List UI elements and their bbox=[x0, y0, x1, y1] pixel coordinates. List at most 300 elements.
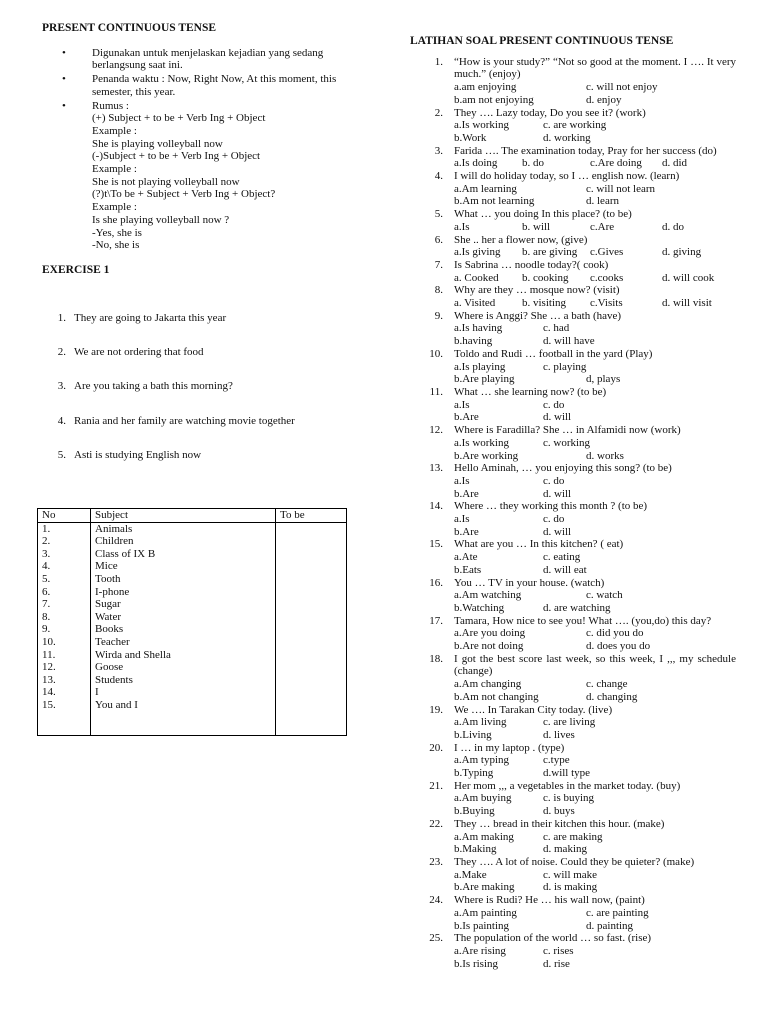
answer-option[interactable]: a.Is working bbox=[454, 436, 509, 449]
table-row bbox=[38, 699, 347, 712]
answer-option[interactable]: b.having bbox=[454, 335, 493, 348]
question-item bbox=[410, 462, 736, 500]
table-row bbox=[38, 636, 347, 649]
question-number: 5. bbox=[434, 208, 443, 221]
question-text: The population of the world … so fast. (rise) bbox=[454, 932, 652, 945]
question-number: 22. bbox=[429, 817, 443, 830]
answer-option[interactable]: b.Is painting bbox=[454, 919, 509, 932]
answer-option[interactable]: d. changing bbox=[586, 690, 638, 703]
answer-option[interactable]: d. painting bbox=[586, 919, 634, 932]
answer-option[interactable]: c. is buying bbox=[543, 792, 595, 805]
answer-option[interactable]: b.Are playing bbox=[454, 373, 515, 386]
option-row bbox=[454, 132, 736, 145]
question-item bbox=[410, 932, 736, 970]
option-row bbox=[454, 831, 736, 844]
answer-option[interactable]: d. lives bbox=[543, 728, 575, 741]
question-text: Where is Rudi? He … his wall now, (paint) bbox=[454, 894, 645, 907]
table-cell-subject: Class of IX B bbox=[91, 548, 276, 561]
table-cell-tobe bbox=[276, 548, 347, 561]
question-number: 14. bbox=[429, 500, 443, 513]
answer-option[interactable]: a.Is having bbox=[454, 322, 503, 335]
table-cell-empty bbox=[91, 712, 276, 736]
question-item bbox=[410, 234, 736, 259]
answer-option[interactable]: d. working bbox=[543, 131, 591, 144]
question-number: 9. bbox=[434, 309, 443, 322]
bullet-line: Example : bbox=[92, 163, 137, 176]
question-text: Where is Anggi? She … a bath (have) bbox=[454, 309, 622, 322]
question-number: 12. bbox=[429, 424, 443, 437]
answer-option[interactable]: a.Am buying bbox=[454, 792, 512, 805]
answer-option[interactable]: b.Eats bbox=[454, 563, 482, 576]
answer-option[interactable]: c. had bbox=[543, 322, 570, 335]
table-row bbox=[38, 611, 347, 624]
table-row bbox=[38, 674, 347, 687]
option-row bbox=[454, 869, 736, 882]
table-cell-no: 9. bbox=[38, 623, 91, 636]
option-row bbox=[454, 399, 736, 412]
answer-option[interactable]: d. will visit bbox=[662, 297, 712, 310]
question-text: What are you … In this kitchen? ( eat) bbox=[454, 538, 624, 551]
answer-option[interactable]: b.Buying bbox=[454, 805, 495, 818]
exercise-item bbox=[42, 449, 201, 462]
question-text: She .. her a flower now, (give) bbox=[454, 233, 588, 246]
question-text: Is Sabrina … noodle today?( cook) bbox=[454, 258, 609, 271]
option-row bbox=[454, 881, 736, 894]
bullet-line: Example : bbox=[92, 201, 137, 214]
right-title: LATIHAN SOAL PRESENT CONTINUOUS TENSE bbox=[410, 35, 674, 47]
option-row bbox=[454, 627, 736, 640]
answer-option[interactable]: d. learn bbox=[586, 195, 619, 208]
option-row bbox=[454, 716, 736, 729]
answer-option[interactable]: c. are living bbox=[543, 716, 596, 729]
question-item bbox=[410, 577, 736, 615]
bullet-line: berlangsung saat ini. bbox=[92, 59, 183, 72]
table-row bbox=[38, 598, 347, 611]
answer-option[interactable]: c. working bbox=[543, 436, 591, 449]
question-item bbox=[410, 56, 736, 107]
option-row bbox=[454, 475, 736, 488]
option-row bbox=[454, 322, 736, 335]
table-row bbox=[38, 560, 347, 573]
table-cell-subject: I-phone bbox=[91, 586, 276, 599]
bullet-line: Rumus : bbox=[92, 99, 129, 112]
table-cell-subject: I bbox=[91, 686, 276, 699]
table-row bbox=[38, 548, 347, 561]
answer-option[interactable]: a.Is bbox=[454, 474, 470, 487]
answer-option[interactable]: c.type bbox=[543, 754, 570, 767]
question-item bbox=[410, 500, 736, 538]
answer-option[interactable]: b.Is rising bbox=[454, 957, 498, 970]
answer-option[interactable]: c. will not enjoy bbox=[586, 81, 658, 94]
answer-option[interactable]: b.Living bbox=[454, 728, 492, 741]
question-item bbox=[410, 107, 736, 145]
question-number: 11. bbox=[429, 385, 443, 398]
table-row bbox=[38, 686, 347, 699]
answer-option[interactable]: c. did you do bbox=[586, 627, 644, 640]
table-cell-tobe bbox=[276, 535, 347, 548]
table-cell-no: 1. bbox=[38, 522, 91, 535]
answer-option[interactable]: d. will bbox=[543, 525, 572, 538]
exercise-text: Are you taking a bath this morning? bbox=[74, 380, 233, 392]
table-cell-no: 6. bbox=[38, 586, 91, 599]
question-item bbox=[410, 615, 736, 653]
exercise-item bbox=[42, 415, 295, 428]
table-cell-empty bbox=[38, 712, 91, 736]
option-row bbox=[454, 678, 736, 691]
answer-option[interactable]: b. cooking bbox=[522, 271, 569, 284]
answer-option[interactable]: b.Watching bbox=[454, 601, 505, 614]
answer-option[interactable]: d.will type bbox=[543, 767, 591, 780]
answer-option[interactable]: a.Are you doing bbox=[454, 627, 526, 640]
table-cell-no: 14. bbox=[38, 686, 91, 699]
question-number: 17. bbox=[429, 614, 443, 627]
question-text: Hello Aminah, … you enjoying this song? (to be) bbox=[454, 462, 672, 475]
answer-option[interactable]: d. will cook bbox=[662, 271, 715, 284]
option-row bbox=[454, 958, 736, 971]
question-number: 1. bbox=[434, 55, 443, 68]
option-row bbox=[454, 691, 736, 704]
question-text: They …. Lazy today, Do you see it? (work) bbox=[454, 106, 646, 119]
answer-option[interactable]: d. did bbox=[662, 157, 688, 170]
option-row bbox=[454, 373, 736, 386]
answer-option[interactable]: c. do bbox=[543, 398, 565, 411]
option-row bbox=[454, 437, 736, 450]
option-row bbox=[454, 157, 736, 170]
question-item bbox=[410, 704, 736, 742]
table-cell-no: 15. bbox=[38, 699, 91, 712]
table-row bbox=[38, 623, 347, 636]
answer-option[interactable]: d. do bbox=[662, 220, 684, 233]
exercise-number: 1. bbox=[57, 312, 66, 324]
question-number: 23. bbox=[429, 856, 443, 868]
option-row bbox=[454, 94, 736, 107]
question-number: 10. bbox=[429, 347, 443, 360]
bullet-line: (?)t\To be + Subject + Verb Ing + Object? bbox=[92, 188, 276, 201]
answer-option[interactable]: d. buys bbox=[543, 805, 575, 818]
answer-option[interactable]: b.Are working bbox=[454, 449, 519, 462]
table-cell-tobe bbox=[276, 674, 347, 687]
table-cell-subject: You and I bbox=[91, 699, 276, 712]
table-cell-tobe bbox=[276, 573, 347, 586]
table-cell-empty bbox=[276, 712, 347, 736]
answer-option[interactable]: a.Make bbox=[454, 868, 487, 881]
answer-option[interactable]: b. will bbox=[522, 220, 551, 233]
answer-option[interactable]: a.Is bbox=[454, 220, 470, 233]
question-number: 8. bbox=[434, 284, 443, 297]
option-row bbox=[454, 513, 736, 526]
answer-option[interactable]: a.Is doing bbox=[454, 157, 498, 170]
option-row bbox=[454, 767, 736, 780]
option-row bbox=[454, 221, 736, 234]
answer-option[interactable]: c. are working bbox=[543, 119, 607, 132]
answer-option[interactable]: a.Am watching bbox=[454, 589, 522, 602]
option-row bbox=[454, 183, 736, 196]
answer-option[interactable]: b.Are making bbox=[454, 881, 515, 894]
table-cell-tobe bbox=[276, 586, 347, 599]
answer-option[interactable]: d. will eat bbox=[543, 563, 587, 576]
answer-option[interactable]: d. will bbox=[543, 487, 572, 500]
table-cell-subject: Teacher bbox=[91, 636, 276, 649]
question-text: Why are they … mosque now? (visit) bbox=[454, 284, 620, 297]
answer-option[interactable]: a.Am living bbox=[454, 716, 507, 729]
bullet-line: Example : bbox=[92, 124, 137, 137]
table-header-row bbox=[38, 509, 347, 523]
answer-option[interactable]: c.Visits bbox=[590, 297, 623, 310]
question-text: Where … they working this month ? (to be) bbox=[454, 500, 648, 513]
option-row bbox=[454, 792, 736, 805]
option-row bbox=[454, 450, 736, 463]
option-row bbox=[454, 335, 736, 348]
answer-option[interactable]: a.Am changing bbox=[454, 678, 522, 691]
col-header-no: No bbox=[38, 509, 91, 523]
option-row bbox=[454, 297, 736, 310]
answer-option[interactable]: a. Cooked bbox=[454, 271, 499, 284]
question-item bbox=[410, 284, 736, 309]
option-row bbox=[454, 361, 736, 374]
answer-option[interactable]: c.Are bbox=[590, 220, 615, 233]
answer-option[interactable]: d. are watching bbox=[543, 601, 611, 614]
option-row bbox=[454, 589, 736, 602]
option-row bbox=[454, 526, 736, 539]
option-row bbox=[454, 564, 736, 577]
question-item bbox=[410, 653, 736, 704]
bullet-line: She is playing volleyball now bbox=[92, 137, 223, 150]
answer-option[interactable]: c. playing bbox=[543, 360, 587, 373]
bullet-line: -Yes, she is bbox=[92, 226, 142, 239]
answer-option[interactable]: c.Gives bbox=[590, 246, 624, 259]
answer-option[interactable]: b. do bbox=[522, 157, 544, 170]
option-row bbox=[454, 640, 736, 653]
table-row bbox=[38, 535, 347, 548]
option-row bbox=[454, 805, 736, 818]
table-cell-subject: Books bbox=[91, 623, 276, 636]
answer-option[interactable]: a.Are rising bbox=[454, 944, 506, 957]
table-row bbox=[38, 586, 347, 599]
answer-option[interactable]: d. giving bbox=[662, 246, 702, 259]
option-row bbox=[454, 119, 736, 132]
exercise-text: We are not ordering that food bbox=[74, 346, 204, 358]
table-cell-tobe bbox=[276, 560, 347, 573]
table-cell-no: 5. bbox=[38, 573, 91, 586]
question-list bbox=[410, 56, 736, 971]
answer-option[interactable]: b.Are bbox=[454, 411, 479, 424]
answer-option[interactable]: c. rises bbox=[543, 944, 574, 957]
table-row bbox=[38, 649, 347, 662]
bullet-dot-icon: • bbox=[62, 73, 66, 86]
table-filler-row bbox=[38, 712, 347, 736]
answer-option[interactable]: a.Ate bbox=[454, 551, 478, 564]
question-item bbox=[410, 538, 736, 576]
bullet-line: (-)Subject + to be + Verb Ing + Object bbox=[92, 150, 261, 163]
table-cell-no: 4. bbox=[38, 560, 91, 573]
question-number: 25. bbox=[429, 932, 443, 945]
question-number: 24. bbox=[429, 894, 443, 907]
option-row bbox=[454, 551, 736, 564]
answer-option[interactable]: d. works bbox=[586, 449, 624, 462]
answer-option[interactable]: d. making bbox=[543, 843, 587, 856]
answer-option[interactable]: c. do bbox=[543, 513, 565, 526]
question-item bbox=[410, 348, 736, 386]
question-item bbox=[410, 780, 736, 818]
bullet-line: Penanda waktu : Now, Right Now, At this moment, this bbox=[92, 73, 337, 86]
question-number: 15. bbox=[429, 538, 443, 551]
answer-option[interactable]: d. enjoy bbox=[586, 93, 622, 106]
col-header-tobe: To be bbox=[276, 509, 347, 523]
table-row bbox=[38, 573, 347, 586]
question-number: 6. bbox=[434, 233, 443, 246]
exercise-number: 3. bbox=[57, 380, 66, 392]
option-row bbox=[454, 843, 736, 856]
explanation-bullets bbox=[42, 47, 372, 252]
exercise-number: 2. bbox=[57, 346, 66, 358]
subject-table bbox=[37, 508, 347, 736]
option-row bbox=[454, 272, 736, 285]
answer-option[interactable]: b.Are bbox=[454, 525, 479, 538]
answer-option[interactable]: d. is making bbox=[543, 881, 598, 894]
answer-option[interactable]: c. are painting bbox=[586, 906, 649, 919]
option-row bbox=[454, 246, 736, 259]
question-text: “How is your study?” “Not so good at the moment. I …. It very much.” (enjoy) bbox=[454, 55, 736, 81]
question-text: Where is Faradilla? She … in Alfamidi now (work) bbox=[454, 424, 681, 437]
question-item bbox=[410, 310, 736, 348]
question-item bbox=[410, 894, 736, 932]
table-cell-tobe bbox=[276, 649, 347, 662]
bullet-line: Digunakan untuk menjelaskan kejadian yang sedang bbox=[92, 46, 324, 59]
answer-option[interactable]: c.cooks bbox=[590, 271, 624, 284]
table-cell-no: 3. bbox=[38, 548, 91, 561]
answer-option[interactable]: c. eating bbox=[543, 551, 581, 564]
question-item bbox=[410, 742, 736, 780]
table-cell-subject: Wirda and Shella bbox=[91, 649, 276, 662]
table-row bbox=[38, 522, 347, 535]
table-row bbox=[38, 661, 347, 674]
question-text: What … she learning now? (to be) bbox=[454, 385, 607, 398]
question-text: They …. A lot of noise. Could they be quieter? (make) bbox=[454, 856, 695, 868]
question-item bbox=[410, 208, 736, 233]
exercise-text: Rania and her family are watching movie together bbox=[74, 415, 295, 427]
question-number: 16. bbox=[429, 576, 443, 589]
answer-option[interactable]: b.Work bbox=[454, 131, 487, 144]
option-row bbox=[454, 907, 736, 920]
question-item bbox=[410, 424, 736, 462]
table-cell-tobe bbox=[276, 522, 347, 535]
question-number: 3. bbox=[434, 144, 443, 157]
option-row bbox=[454, 602, 736, 615]
table-cell-no: 2. bbox=[38, 535, 91, 548]
answer-option[interactable]: c. will not learn bbox=[586, 182, 656, 195]
answer-option[interactable]: c. change bbox=[586, 678, 628, 691]
bullet-line: semester, this year. bbox=[92, 85, 176, 98]
question-number: 13. bbox=[429, 462, 443, 475]
table-cell-subject: Mice bbox=[91, 560, 276, 573]
answer-option[interactable]: c.Are doing bbox=[590, 157, 642, 170]
exercise-text: They are going to Jakarta this year bbox=[74, 312, 227, 324]
table-cell-no: 7. bbox=[38, 598, 91, 611]
answer-option[interactable]: a.Is working bbox=[454, 119, 509, 132]
exercise-item bbox=[42, 346, 204, 359]
answer-option[interactable]: d. does you do bbox=[586, 640, 651, 653]
bullet-line: She is not playing volleyball now bbox=[92, 175, 240, 188]
answer-option[interactable]: c. are making bbox=[543, 830, 603, 843]
option-row bbox=[454, 945, 736, 958]
answer-option[interactable]: a.Is giving bbox=[454, 246, 501, 259]
answer-option[interactable]: b.Making bbox=[454, 843, 497, 856]
exercise-title: EXERCISE 1 bbox=[42, 264, 110, 276]
table-cell-subject: Children bbox=[91, 535, 276, 548]
question-item bbox=[410, 145, 736, 170]
answer-option[interactable]: a.Am learning bbox=[454, 182, 517, 195]
table-cell-subject: Tooth bbox=[91, 573, 276, 586]
table-cell-tobe bbox=[276, 598, 347, 611]
answer-option[interactable]: d. will bbox=[543, 411, 572, 424]
bullet-dot-icon: • bbox=[62, 99, 66, 112]
question-number: 7. bbox=[434, 258, 443, 271]
question-number: 20. bbox=[429, 741, 443, 754]
answer-option[interactable]: a.Is bbox=[454, 398, 470, 411]
bullet-item bbox=[42, 100, 372, 252]
answer-option[interactable]: a.am enjoying bbox=[454, 81, 517, 94]
exercise-item bbox=[42, 380, 233, 393]
question-item bbox=[410, 386, 736, 424]
answer-option[interactable]: a.Is playing bbox=[454, 360, 506, 373]
answer-option[interactable]: a.Am making bbox=[454, 830, 514, 843]
table-cell-subject: Goose bbox=[91, 661, 276, 674]
answer-option[interactable]: b.Am not changing bbox=[454, 690, 539, 703]
answer-option[interactable]: b.Am not learning bbox=[454, 195, 535, 208]
question-item bbox=[410, 259, 736, 284]
answer-option[interactable]: a. Visited bbox=[454, 297, 496, 310]
answer-option[interactable]: b. are giving bbox=[522, 246, 578, 259]
question-text: Tamara, How nice to see you! What …. (you,do) this day? bbox=[454, 614, 712, 627]
question-text: Toldo and Rudi … football in the yard (Play) bbox=[454, 347, 653, 360]
answer-option[interactable]: a.Am typing bbox=[454, 754, 509, 767]
question-text: What … you doing In this place? (to be) bbox=[454, 208, 632, 221]
option-row bbox=[454, 81, 736, 94]
question-text: Farida …. The examination today, Pray for her success (do) bbox=[454, 144, 717, 157]
answer-option[interactable]: b.Typing bbox=[454, 767, 494, 780]
col-header-subject: Subject bbox=[91, 509, 276, 523]
left-column bbox=[42, 22, 372, 253]
table-cell-subject: Animals bbox=[91, 522, 276, 535]
table-cell-no: 12. bbox=[38, 661, 91, 674]
answer-option[interactable]: c. will make bbox=[543, 868, 598, 881]
table-cell-subject: Students bbox=[91, 674, 276, 687]
answer-option[interactable]: d, plays bbox=[586, 373, 621, 386]
exercise-item bbox=[42, 312, 226, 325]
answer-option[interactable]: b.Are not doing bbox=[454, 640, 524, 653]
table-cell-no: 10. bbox=[38, 636, 91, 649]
right-column bbox=[410, 35, 736, 970]
exercise-number: 4. bbox=[57, 415, 66, 427]
answer-option[interactable]: b.am not enjoying bbox=[454, 93, 534, 106]
answer-option[interactable]: c. do bbox=[543, 474, 565, 487]
answer-option[interactable]: a.Is bbox=[454, 513, 470, 526]
answer-option[interactable]: b. visiting bbox=[522, 297, 567, 310]
left-title: PRESENT CONTINUOUS TENSE bbox=[42, 22, 217, 34]
question-item bbox=[410, 818, 736, 856]
answer-option[interactable]: b.Are bbox=[454, 487, 479, 500]
answer-option[interactable]: a.Am painting bbox=[454, 906, 517, 919]
option-row bbox=[454, 411, 736, 424]
table-cell-tobe bbox=[276, 661, 347, 674]
table-cell-tobe bbox=[276, 611, 347, 624]
question-text: You … TV in your house. (watch) bbox=[454, 576, 605, 589]
answer-option[interactable]: d. will have bbox=[543, 335, 595, 348]
bullet-line: (+) Subject + to be + Verb Ing + Object bbox=[92, 112, 266, 125]
table-cell-subject: Water bbox=[91, 611, 276, 624]
answer-option[interactable]: c. watch bbox=[586, 589, 623, 602]
answer-option[interactable]: d. rise bbox=[543, 957, 570, 970]
